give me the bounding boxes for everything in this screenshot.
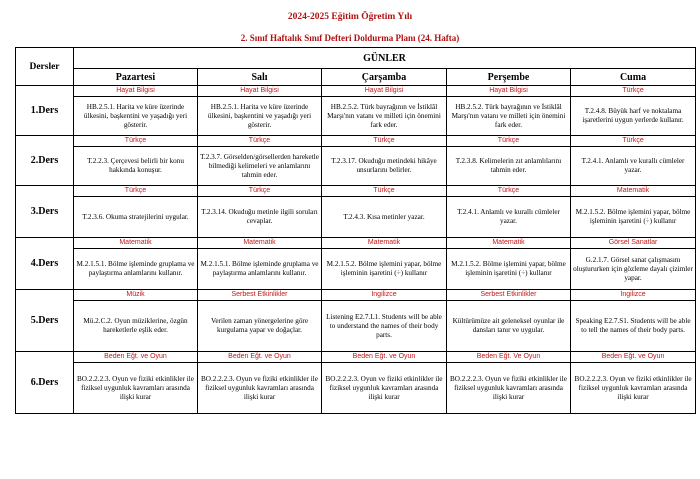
objective-text: G.2.1.7. Görsel sanat çalışmasını oluştururken için gözleme dayalı çizimler yapar. (573, 255, 693, 282)
objective-text: T.2.4.1. Anlamlı ve kurallı cümleler yazar. (581, 157, 685, 174)
objective-text: Mü.2.C.2. Oyun müziklerine, özgün hareketlerle eşlik eder. (83, 317, 188, 334)
lesson-cell (74, 352, 198, 414)
table-row (16, 136, 696, 186)
document-subtitle: 2. Sınıf Haftalık Sınıf Defteri Doldurma Planı (24. Hafta) (240, 33, 460, 43)
table-row (16, 238, 696, 290)
table-row (16, 290, 696, 352)
objective-text: T.2.3.7. Görselden/görsellerden hareketle bilmediği kelimeleri ve anlamlarını tahmin eder. (200, 152, 319, 179)
lesson-cell (74, 136, 198, 186)
objective-text: T.2.3.17. Okuduğu metindeki hikâye unsurlarını belirler. (331, 157, 437, 174)
lesson-cell (74, 86, 198, 136)
lesson-cell (447, 238, 571, 290)
subject-label: Serbest Etkinlikler (447, 290, 570, 301)
objective-text: Listening E2.7.L1. Students will be able to understand the names of their body parts. (326, 312, 442, 339)
days-header: GÜNLER (74, 48, 696, 69)
lesson-cell (198, 352, 322, 414)
subject-label: Türkçe (571, 86, 695, 97)
objective-text: T.2.3.6. Okuma stratejilerini uygular. (82, 212, 189, 221)
objective-text: T.2.4.8. Büyük harf ve noktalama işaretlerini uygun yerlerde kullanır. (582, 107, 684, 124)
subject-label: Türkçe (447, 186, 570, 197)
weekly-plan-table (15, 47, 696, 414)
lesson-cell (322, 186, 447, 238)
lesson-cell (198, 136, 322, 186)
lesson-label: 4.Ders (16, 238, 74, 290)
subject-label: Türkçe (571, 136, 695, 147)
objective-text: HB.2.5.2. Türk bayrağının ve İstiklâl Marşı'nın vatanı ve milleti için önemini fark eder. (451, 102, 566, 129)
subject-label: Hayat Bilgisi (322, 86, 446, 97)
subject-label: Türkçe (198, 186, 321, 197)
objective-text: T.2.2.3. Çerçevesi belirli bir konu hakkında konuşur. (87, 157, 184, 174)
day-header-wednesday: Çarşamba (322, 69, 447, 86)
table-row (16, 352, 696, 414)
lesson-cell (571, 136, 696, 186)
subject-label: Türkçe (74, 186, 197, 197)
objective-text: M.2.1.5.2. Bölme işlemini yapar, bölme işleminin işaretini (÷) kullanır (451, 260, 566, 277)
subject-label: Hayat Bilgisi (74, 86, 197, 97)
objective-text: BO.2.2.2.3. Oyun ve fiziki etkinlikler ile fiziksel uygunluk kavramları arasında ilişki kurar (325, 374, 443, 401)
day-header-monday: Pazartesi (74, 69, 198, 86)
subject-label: Matematik (571, 186, 695, 197)
subject-label: Görsel Sanatlar (571, 238, 695, 249)
table-row (16, 86, 696, 136)
objective-text: M.2.1.5.2. Bölme işlemini yapar, bölme işleminin işaretini (÷) kullanır (326, 260, 442, 277)
lesson-cell (322, 136, 447, 186)
lesson-label: 3.Ders (16, 186, 74, 238)
lesson-cell (447, 290, 571, 352)
objective-text: BO.2.2.2.3. Oyun ve fiziki etkinlikler ile fiziksel uygunluk kavramları arasında ilişki kurar (574, 374, 692, 401)
lesson-cell (571, 186, 696, 238)
subject-label: İngilizce (571, 290, 695, 301)
lesson-cell (571, 86, 696, 136)
lesson-cell (74, 238, 198, 290)
objective-text: Speaking E2.7.S1. Students will be able to tell the names of their body parts. (575, 317, 691, 334)
lesson-cell (571, 238, 696, 290)
subject-label: Matematik (322, 238, 446, 249)
lesson-cell (198, 186, 322, 238)
lesson-cell (198, 86, 322, 136)
subject-label: Matematik (74, 238, 197, 249)
objective-text: T.2.4.1. Anlamlı ve kurallı cümleler yazar. (457, 208, 560, 225)
lesson-cell (74, 186, 198, 238)
lesson-cell (571, 290, 696, 352)
objective-text: T.2.3.8. Kelimelerin zıt anlamlılarını tahmin eder. (455, 157, 562, 174)
subject-label: Matematik (447, 238, 570, 249)
day-header-tuesday: Salı (198, 69, 322, 86)
lesson-label: 2.Ders (16, 136, 74, 186)
objective-text: HB.2.5.1. Harita ve küre üzerinde ülkesini, başkentini ve yaşadığı yeri gösterir. (83, 102, 188, 129)
subject-label: Beden Eğt. ve Oyun (322, 352, 446, 363)
subject-label: Beden Eğt. Ve Oyun (447, 352, 570, 363)
lesson-cell (322, 352, 447, 414)
subject-label: Türkçe (322, 136, 446, 147)
lesson-label: 5.Ders (16, 290, 74, 352)
subject-label: Beden Eğt. ve Oyun (198, 352, 321, 363)
subject-label: Türkçe (74, 136, 197, 147)
lesson-cell (447, 186, 571, 238)
objective-text: Kültürümüze ait geleneksel oyunlar ile dansları tanır ve uygular. (452, 317, 565, 334)
objective-text: Verilen zaman yönergelerine göre kurgulama yapar ve doğaçlar. (210, 317, 309, 334)
lesson-label: 6.Ders (16, 352, 74, 414)
lesson-cell (198, 290, 322, 352)
objective-text: HB.2.5.2. Türk bayrağının ve İstiklâl Marşı'nın vatanı ve milleti için önemini fark eder. (327, 102, 441, 129)
subject-label: Beden Eğt. ve Oyun (74, 352, 197, 363)
lessons-header: Dersler (16, 48, 74, 86)
lesson-cell (74, 290, 198, 352)
objective-text: BO.2.2.2.3. Oyun ve fiziki etkinlikler ile fiziksel uygunluk kavramları arasında ilişki kurar (77, 374, 194, 401)
table-row (16, 186, 696, 238)
objective-text: M.2.1.5.1. Bölme işleminde gruplama ve paylaştırma anlamlarını kullanır. (200, 260, 319, 277)
objective-text: T.2.4.3. Kısa metinler yazar. (343, 212, 425, 221)
subject-label: Türkçe (198, 136, 321, 147)
lesson-cell (322, 86, 447, 136)
objective-text: M.2.1.5.1. Bölme işleminde gruplama ve paylaştırma anlamlarını kullanır. (76, 260, 195, 277)
subject-label: Müzik (74, 290, 197, 301)
subject-label: Hayat Bilgisi (198, 86, 321, 97)
day-header-thursday: Perşembe (447, 69, 571, 86)
objective-text: HB.2.5.1. Harita ve küre üzerinde ülkesini, başkentini ve yaşadığı yeri gösterir. (207, 102, 312, 129)
document-title: 2024-2025 Eğitim Öğretim Yılı (287, 12, 413, 22)
day-header-friday: Cuma (571, 69, 696, 86)
lesson-label: 1.Ders (16, 86, 74, 136)
subject-label: Serbest Etkinlikler (198, 290, 321, 301)
subject-label: Hayat Bilgisi (447, 86, 570, 97)
lesson-cell (198, 238, 322, 290)
subject-label: Beden Eğt. ve Oyun (571, 352, 695, 363)
subject-label: İngilizce (322, 290, 446, 301)
objective-text: M.2.1.5.2. Bölme işlemini yapar, bölme işleminin işaretini (÷) kullanır (575, 208, 691, 225)
subject-label: Matematik (198, 238, 321, 249)
lesson-cell (447, 352, 571, 414)
objective-text: T.2.3.14. Okuduğu metinle ilgili soruları cevaplar. (201, 208, 318, 225)
lesson-cell (322, 290, 447, 352)
subject-label: Türkçe (447, 136, 570, 147)
objective-text: BO.2.2.2.3. Oyun ve fiziki etkinlikler ile fiziksel uygunluk kavramları arasında ilişki kurar (201, 374, 318, 401)
lesson-cell (571, 352, 696, 414)
lesson-cell (322, 238, 447, 290)
subject-label: Türkçe (322, 186, 446, 197)
lesson-cell (447, 86, 571, 136)
lesson-cell (447, 136, 571, 186)
objective-text: BO.2.2.2.3. Oyun ve fiziki etkinlikler ile fiziksel uygunluk kavramları arasında ilişki kurar (450, 374, 567, 401)
